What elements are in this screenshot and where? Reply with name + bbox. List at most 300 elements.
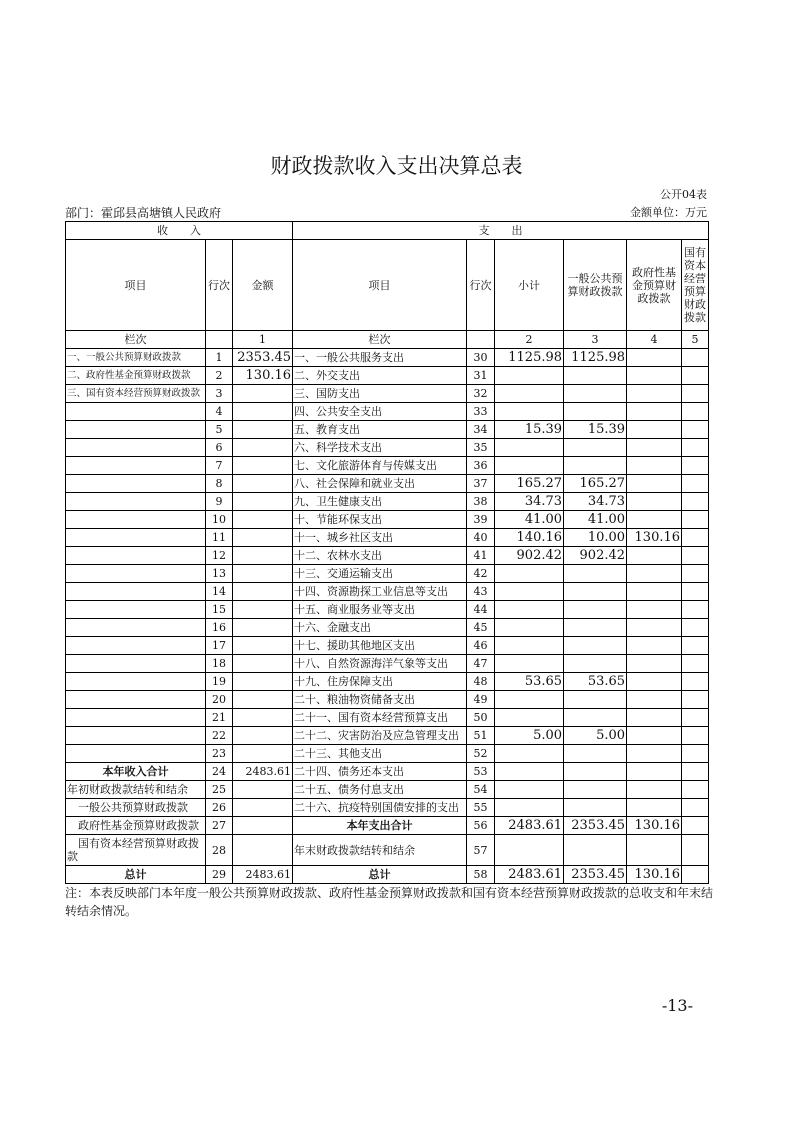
table-row: [66, 421, 709, 439]
fund-budget: [627, 601, 682, 619]
fund-budget: [627, 421, 682, 439]
subtotal: 902.42: [495, 547, 564, 565]
expense-line: 50: [467, 709, 495, 727]
expense-line: 35: [467, 439, 495, 457]
expense-line: 48: [467, 673, 495, 691]
fund-budget: [627, 367, 682, 385]
col-label: 栏次: [66, 331, 206, 349]
income-item: [66, 403, 206, 421]
fund-budget: [627, 349, 682, 367]
subtotal: [495, 367, 564, 385]
fund-budget: [627, 655, 682, 673]
fund-budget: [627, 727, 682, 745]
amount-unit: 金额单位：万元: [630, 206, 707, 219]
fund-budget: [627, 457, 682, 475]
income-line: 26: [206, 799, 233, 817]
income-item: [66, 511, 206, 529]
expense-line: 30: [467, 349, 495, 367]
col-line2: 行次: [467, 240, 495, 331]
expense-item: 十二、农林水支出: [293, 547, 467, 565]
general-budget: 2353.45: [564, 866, 627, 884]
state-capital: [682, 367, 709, 385]
income-amount: [233, 547, 293, 565]
general-budget: [564, 637, 627, 655]
expense-item: 十五、商业服务业等支出: [293, 601, 467, 619]
general-budget: 10.00: [564, 529, 627, 547]
general-budget: [564, 745, 627, 763]
table-row: [66, 547, 709, 565]
general-budget: [564, 655, 627, 673]
table-row: [66, 866, 709, 884]
general-budget: [564, 799, 627, 817]
income-line: 2: [206, 367, 233, 385]
subtotal: 140.16: [495, 529, 564, 547]
state-capital: [682, 709, 709, 727]
subtotal: 15.39: [495, 421, 564, 439]
subtotal: [495, 745, 564, 763]
income-line: 8: [206, 475, 233, 493]
income-line: 17: [206, 637, 233, 655]
subtotal: [495, 655, 564, 673]
subtotal: [495, 385, 564, 403]
state-capital: [682, 421, 709, 439]
income-amount: [233, 799, 293, 817]
income-item: [66, 457, 206, 475]
expense-line: 32: [467, 385, 495, 403]
income-item: [66, 601, 206, 619]
fund-budget: [627, 835, 682, 866]
general-budget: [564, 781, 627, 799]
empty-cell: [467, 331, 495, 349]
fund-budget: [627, 385, 682, 403]
table-row: [66, 709, 709, 727]
subtotal: [495, 601, 564, 619]
page-number: -13-: [661, 996, 693, 1015]
table-row: [66, 655, 709, 673]
col-line: 行次: [206, 240, 233, 331]
income-line: 25: [206, 781, 233, 799]
col-item: 项目: [66, 240, 206, 331]
fund-budget: [627, 709, 682, 727]
table-row: [66, 637, 709, 655]
table-row: [66, 673, 709, 691]
income-item: 二、政府性基金预算财政拨款: [66, 367, 206, 385]
fund-budget: [627, 583, 682, 601]
department: 部门：霍邱县高塘镇人民政府: [65, 206, 222, 220]
table-row: [66, 691, 709, 709]
expense-line: 45: [467, 619, 495, 637]
income-amount: [233, 565, 293, 583]
income-item: 一、一般公共预算财政拨款: [66, 349, 206, 367]
subtotal: 41.00: [495, 511, 564, 529]
income-item: [66, 475, 206, 493]
general-budget: [564, 385, 627, 403]
income-item: [66, 583, 206, 601]
general-budget: 165.27: [564, 475, 627, 493]
expense-item: 二十四、债务还本支出: [293, 763, 467, 781]
income-line: 23: [206, 745, 233, 763]
income-amount: [233, 529, 293, 547]
income-line: 3: [206, 385, 233, 403]
subtotal: [495, 691, 564, 709]
income-amount: [233, 511, 293, 529]
subtotal: [495, 583, 564, 601]
col-state: 国有资本经营预算财政拨款: [682, 240, 709, 331]
expense-line: 31: [467, 367, 495, 385]
expense-line: 53: [467, 763, 495, 781]
income-line: 7: [206, 457, 233, 475]
expense-header: 支 出: [293, 222, 709, 240]
income-amount: [233, 619, 293, 637]
expense-line: 39: [467, 511, 495, 529]
income-amount: [233, 781, 293, 799]
expense-item: 本年支出合计: [293, 817, 467, 835]
expense-item: 五、教育支出: [293, 421, 467, 439]
subtotal: [495, 403, 564, 421]
subtotal: [495, 763, 564, 781]
income-item: 三、国有资本经营预算财政拨款: [66, 385, 206, 403]
income-item: 政府性基金预算财政拨款: [66, 817, 206, 835]
table-row: [66, 439, 709, 457]
income-line: 20: [206, 691, 233, 709]
expense-line: 37: [467, 475, 495, 493]
general-budget: [564, 457, 627, 475]
state-capital: [682, 349, 709, 367]
state-capital: [682, 493, 709, 511]
general-budget: [564, 403, 627, 421]
col-general: 一般公共预算财政拨款: [564, 240, 627, 331]
general-budget: [564, 367, 627, 385]
income-line: 1: [206, 349, 233, 367]
state-capital: [682, 866, 709, 884]
state-capital: [682, 529, 709, 547]
income-item: [66, 709, 206, 727]
col-num-2: 2: [495, 331, 564, 349]
income-amount: 2483.61: [233, 866, 293, 884]
expense-item: 二十三、其他支出: [293, 745, 467, 763]
general-budget: [564, 565, 627, 583]
income-line: 11: [206, 529, 233, 547]
state-capital: [682, 745, 709, 763]
expense-item: 十、节能环保支出: [293, 511, 467, 529]
income-item: [66, 547, 206, 565]
income-item: [66, 727, 206, 745]
table-row: [66, 583, 709, 601]
income-line: 16: [206, 619, 233, 637]
fund-budget: 130.16: [627, 529, 682, 547]
income-line: 4: [206, 403, 233, 421]
income-line: 18: [206, 655, 233, 673]
expense-line: 46: [467, 637, 495, 655]
expense-item: 二十六、抗疫特别国债安排的支出: [293, 799, 467, 817]
expense-line: 44: [467, 601, 495, 619]
state-capital: [682, 511, 709, 529]
expense-item: 二十二、灾害防治及应急管理支出: [293, 727, 467, 745]
general-budget: 41.00: [564, 511, 627, 529]
income-amount: 2483.61: [233, 763, 293, 781]
state-capital: [682, 673, 709, 691]
income-amount: [233, 439, 293, 457]
expense-line: 33: [467, 403, 495, 421]
state-capital: [682, 457, 709, 475]
state-capital: [682, 439, 709, 457]
expense-item: 二十五、债务付息支出: [293, 781, 467, 799]
expense-line: 51: [467, 727, 495, 745]
income-item: [66, 565, 206, 583]
income-line: 24: [206, 763, 233, 781]
table-row: [66, 799, 709, 817]
income-amount: [233, 385, 293, 403]
table-row: [66, 529, 709, 547]
general-budget: 15.39: [564, 421, 627, 439]
expense-item: 十六、金融支出: [293, 619, 467, 637]
table-row: [66, 817, 709, 835]
income-item: [66, 745, 206, 763]
fund-budget: [627, 403, 682, 421]
table-row: [66, 745, 709, 763]
general-budget: 34.73: [564, 493, 627, 511]
general-budget: 1125.98: [564, 349, 627, 367]
expense-item: 十七、援助其他地区支出: [293, 637, 467, 655]
general-budget: 53.65: [564, 673, 627, 691]
subtotal: [495, 439, 564, 457]
expense-item: 六、科学技术支出: [293, 439, 467, 457]
col-fund: 政府性基金预算财政拨款: [627, 240, 682, 331]
general-budget: [564, 691, 627, 709]
subtotal: 165.27: [495, 475, 564, 493]
state-capital: [682, 565, 709, 583]
fund-budget: [627, 745, 682, 763]
income-amount: [233, 583, 293, 601]
income-line: 5: [206, 421, 233, 439]
fund-budget: [627, 637, 682, 655]
fund-budget: [627, 475, 682, 493]
subtotal: 5.00: [495, 727, 564, 745]
income-amount: [233, 637, 293, 655]
fund-budget: [627, 763, 682, 781]
income-amount: [233, 817, 293, 835]
form-code: 公开04表: [660, 188, 707, 201]
expense-item: 十四、资源勘探工业信息等支出: [293, 583, 467, 601]
state-capital: [682, 691, 709, 709]
table-row: [66, 727, 709, 745]
col-num-5: 5: [682, 331, 709, 349]
income-line: 14: [206, 583, 233, 601]
empty-cell: [206, 331, 233, 349]
general-budget: [564, 763, 627, 781]
income-amount: [233, 709, 293, 727]
expense-item: 十九、住房保障支出: [293, 673, 467, 691]
income-item: 国有资本经营预算财政拨款: [66, 835, 206, 866]
general-budget: [564, 439, 627, 457]
col-num-3: 3: [564, 331, 627, 349]
expense-line: 43: [467, 583, 495, 601]
fund-budget: [627, 619, 682, 637]
subtotal: [495, 799, 564, 817]
table-row: [66, 511, 709, 529]
table-row: [66, 493, 709, 511]
expense-line: 52: [467, 745, 495, 763]
expense-item: 七、文化旅游体育与传媒支出: [293, 457, 467, 475]
budget-table: [65, 221, 709, 884]
income-amount: [233, 673, 293, 691]
col-num-1: 1: [233, 331, 293, 349]
income-line: 27: [206, 817, 233, 835]
expense-item: 二十、粮油物资储备支出: [293, 691, 467, 709]
income-item: [66, 439, 206, 457]
general-budget: 5.00: [564, 727, 627, 745]
fund-budget: [627, 511, 682, 529]
state-capital: [682, 619, 709, 637]
fund-budget: [627, 799, 682, 817]
table-row: [66, 385, 709, 403]
income-header: 收 入: [66, 222, 293, 240]
income-amount: [233, 655, 293, 673]
income-item: [66, 673, 206, 691]
income-line: 12: [206, 547, 233, 565]
fund-budget: [627, 493, 682, 511]
expense-item: 三、国防支出: [293, 385, 467, 403]
income-line: 21: [206, 709, 233, 727]
subtotal: [495, 835, 564, 866]
subtotal: 53.65: [495, 673, 564, 691]
income-line: 10: [206, 511, 233, 529]
expense-item: 十八、自然资源海洋气象等支出: [293, 655, 467, 673]
income-amount: [233, 691, 293, 709]
income-amount: [233, 745, 293, 763]
expense-item: 四、公共安全支出: [293, 403, 467, 421]
state-capital: [682, 601, 709, 619]
income-item: 总计: [66, 866, 206, 884]
general-budget: [564, 709, 627, 727]
subtotal: [495, 565, 564, 583]
income-amount: [233, 475, 293, 493]
subtotal: [495, 619, 564, 637]
expense-line: 58: [467, 866, 495, 884]
table-row: [66, 601, 709, 619]
col-item2: 项目: [293, 240, 467, 331]
general-budget: [564, 601, 627, 619]
expense-item: 十三、交通运输支出: [293, 565, 467, 583]
expense-line: 49: [467, 691, 495, 709]
general-budget: 902.42: [564, 547, 627, 565]
expense-line: 42: [467, 565, 495, 583]
income-item: [66, 529, 206, 547]
state-capital: [682, 547, 709, 565]
state-capital: [682, 475, 709, 493]
table-row: [66, 763, 709, 781]
table-row: [66, 781, 709, 799]
income-amount: [233, 457, 293, 475]
income-amount: [233, 835, 293, 866]
fund-budget: [627, 547, 682, 565]
general-budget: [564, 619, 627, 637]
state-capital: [682, 799, 709, 817]
income-item: [66, 619, 206, 637]
state-capital: [682, 655, 709, 673]
expense-item: 八、社会保障和就业支出: [293, 475, 467, 493]
income-line: 6: [206, 439, 233, 457]
income-amount: 2353.45: [233, 349, 293, 367]
expense-item: 二、外交支出: [293, 367, 467, 385]
expense-line: 38: [467, 493, 495, 511]
fund-budget: 130.16: [627, 817, 682, 835]
table-row: [66, 403, 709, 421]
income-item: [66, 691, 206, 709]
income-item: [66, 637, 206, 655]
expense-line: 41: [467, 547, 495, 565]
expense-item: 一、一般公共服务支出: [293, 349, 467, 367]
table-row: [66, 457, 709, 475]
fund-budget: [627, 781, 682, 799]
income-item: [66, 421, 206, 439]
state-capital: [682, 637, 709, 655]
page-title: 财政拨款收入支出决算总表: [270, 154, 523, 178]
fund-budget: [627, 673, 682, 691]
income-line: 13: [206, 565, 233, 583]
income-line: 15: [206, 601, 233, 619]
state-capital: [682, 763, 709, 781]
expense-line: 54: [467, 781, 495, 799]
income-line: 28: [206, 835, 233, 866]
income-amount: [233, 493, 293, 511]
expense-item: 九、卫生健康支出: [293, 493, 467, 511]
state-capital: [682, 781, 709, 799]
general-budget: [564, 583, 627, 601]
expense-item: 十一、城乡社区支出: [293, 529, 467, 547]
table-row: [66, 619, 709, 637]
general-budget: 2353.45: [564, 817, 627, 835]
income-amount: [233, 727, 293, 745]
income-item: 年初财政拨款结转和结余: [66, 781, 206, 799]
subtotal: 1125.98: [495, 349, 564, 367]
fund-budget: [627, 691, 682, 709]
table-row: [66, 349, 709, 367]
state-capital: [682, 727, 709, 745]
expense-line: 36: [467, 457, 495, 475]
general-budget: [564, 835, 627, 866]
subtotal: 2483.61: [495, 817, 564, 835]
income-item: 本年收入合计: [66, 763, 206, 781]
income-amount: [233, 421, 293, 439]
table-row: [66, 835, 709, 866]
subtotal: [495, 457, 564, 475]
expense-line: 40: [467, 529, 495, 547]
expense-line: 34: [467, 421, 495, 439]
table-note: 注：本表反映部门本年度一般公共预算财政拨款、政府性基金预算财政拨款和国有资本经营预算财政拨款的总收支和年末结转结余情况。: [65, 886, 714, 918]
expense-item: 总计: [293, 866, 467, 884]
income-item: 一般公共预算财政拨款: [66, 799, 206, 817]
expense-line: 47: [467, 655, 495, 673]
subtotal: [495, 781, 564, 799]
state-capital: [682, 583, 709, 601]
table-row: [66, 475, 709, 493]
income-amount: [233, 601, 293, 619]
expense-item: 年末财政拨款结转和结余: [293, 835, 467, 866]
subtotal: [495, 709, 564, 727]
fund-budget: [627, 439, 682, 457]
fund-budget: 130.16: [627, 866, 682, 884]
expense-line: 55: [467, 799, 495, 817]
state-capital: [682, 385, 709, 403]
subtotal: 2483.61: [495, 866, 564, 884]
col-num-4: 4: [627, 331, 682, 349]
col-subtotal: 小计: [495, 240, 564, 331]
income-line: 19: [206, 673, 233, 691]
income-item: [66, 493, 206, 511]
income-line: 9: [206, 493, 233, 511]
expense-item: 二十一、国有资本经营预算支出: [293, 709, 467, 727]
